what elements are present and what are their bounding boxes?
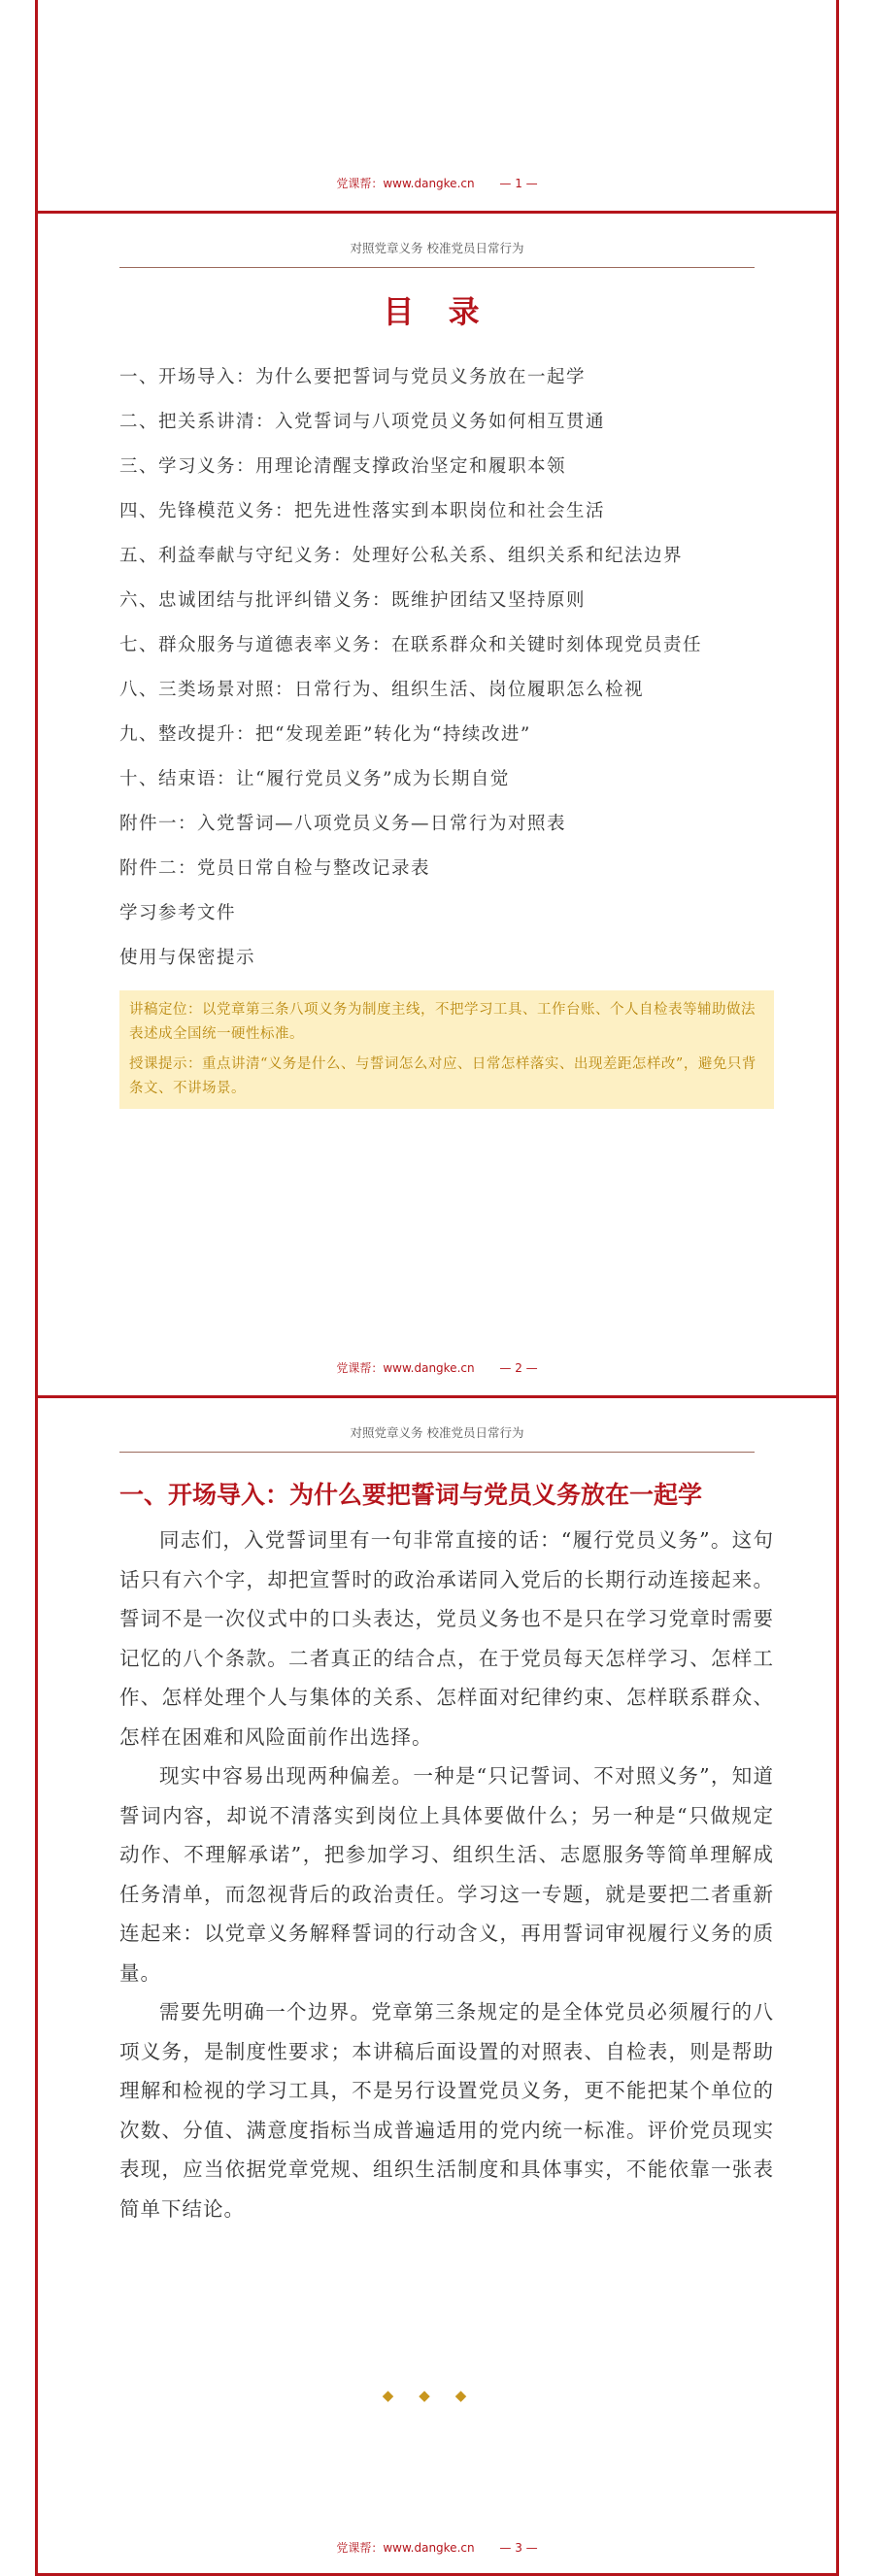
- body-paragraph: 现实中容易出现两种偏差。一种是“只记誓词、不对照义务”，知道誓词内容，却说不清落实到岗位上具体要做什么；另一种是“只做规定动作、不理解承诺”，把参加学习、组织生活、志愿服务等简单理解成任务清单，而忽视背后的政治责任。学习这一专题，就是要把二者重新连起来：以党章义务解释誓词的行动含义，再用誓词审视履行义务的质量。: [119, 1764, 774, 1985]
- toc-title: 目 录: [383, 293, 491, 330]
- toc-item[interactable]: 四、先锋模范义务：把先进性落实到本职岗位和社会生活: [119, 501, 606, 521]
- footer-site: 党课帮：www.dangke.cn: [336, 2541, 475, 2555]
- page-2: [35, 214, 839, 1398]
- lecture-note-box: [119, 990, 774, 1109]
- toc-item[interactable]: 十、结束语：让“履行党员义务”成为长期自觉: [119, 769, 510, 789]
- footer-site: 党课帮：www.dangke.cn: [336, 1361, 475, 1375]
- body-paragraph: 同志们，入党誓词里有一句非常直接的话：“履行党员义务”。这句话只有六个字，却把宣誓时的政治承诺同入党后的长期行动连接起来。誓词不是一次仪式中的口头表达，党员义务也不是只在学习党章时需要记忆的八个条款。二者真正的结合点，在于党员每天怎样学习、怎样工作、怎样处理个人与集体的关系、怎样面对纪律约束、怎样联系群众、怎样在困难和风险面前作出选择。: [119, 1528, 774, 1749]
- page-footer: [38, 175, 836, 191]
- toc-list: [119, 355, 702, 981]
- toc-item[interactable]: 七、群众服务与道德表率义务：在联系群众和关键时刻体现党员责任: [119, 635, 703, 655]
- toc-item[interactable]: 二、把关系讲清：入党誓词与八项党员义务如何相互贯通: [119, 412, 606, 432]
- note-positioning: 讲稿定位：以党章第三条八项义务为制度主线，不把学习工具、工作台账、个人自检表等辅助做法表述成全国统一硬性标准。: [129, 1002, 756, 1042]
- running-header: 对照党章义务 校准党员日常行为: [350, 1425, 524, 1440]
- page-1: [35, 0, 839, 214]
- toc-item[interactable]: 五、利益奉献与守纪义务：处理好公私关系、组织关系和纪法边界: [119, 546, 684, 566]
- toc-item[interactable]: 六、忠诚团结与批评纠错义务：既维护团结又坚持原则: [119, 590, 587, 611]
- page-footer: [38, 2539, 836, 2556]
- section-title: 一、开场导入：为什么要把誓词与党员义务放在一起学: [119, 1481, 703, 1509]
- toc-item[interactable]: 附件二：党员日常自检与整改记录表: [119, 858, 431, 879]
- header-divider: [119, 267, 755, 268]
- footer-page-number: — 2 —: [499, 1361, 538, 1375]
- page-3: [35, 1398, 839, 2576]
- body-paragraph: 需要先明确一个边界。党章第三条规定的是全体党员必须履行的八项义务，是制度性要求；本讲稿后面设置的对照表、自检表，则是帮助理解和检视的学习工具，不是另行设置党员义务，更不能把某个单位的次数、分值、满意度指标当成普遍适用的党内统一标准。评价党员现实表现，应当依据党章党规、组织生活制度和具体事实，不能依靠一张表简单下结论。: [119, 2000, 774, 2221]
- section-body: [119, 1521, 774, 2228]
- running-header: 对照党章义务 校准党员日常行为: [350, 241, 524, 255]
- toc-item[interactable]: 附件一：入党誓词—八项党员义务—日常行为对照表: [119, 814, 567, 834]
- toc-item[interactable]: 学习参考文件: [119, 903, 237, 923]
- toc-item[interactable]: 使用与保密提示: [119, 948, 256, 968]
- header-divider: [119, 1452, 755, 1453]
- toc-item[interactable]: 九、整改提升：把“发现差距”转化为“持续改进”: [119, 724, 531, 745]
- note-teaching-tip: 授课提示：重点讲清“义务是什么、与誓词怎么对应、日常怎样落实、出现差距怎样改”，避免只背条文、不讲场景。: [129, 1056, 756, 1096]
- toc-item[interactable]: 三、学习义务：用理论清醒支撑政治坚定和履职本领: [119, 456, 567, 477]
- footer-page-number: — 1 —: [499, 177, 538, 190]
- page-footer: [38, 1359, 836, 1376]
- toc-item[interactable]: 一、开场导入：为什么要把誓词与党员义务放在一起学: [119, 367, 587, 387]
- footer-page-number: — 3 —: [499, 2541, 538, 2555]
- footer-site: 党课帮：www.dangke.cn: [336, 177, 475, 190]
- section-end-ornament: ◆◆◆: [382, 2387, 492, 2404]
- toc-item[interactable]: 八、三类场景对照：日常行为、组织生活、岗位履职怎么检视: [119, 680, 645, 700]
